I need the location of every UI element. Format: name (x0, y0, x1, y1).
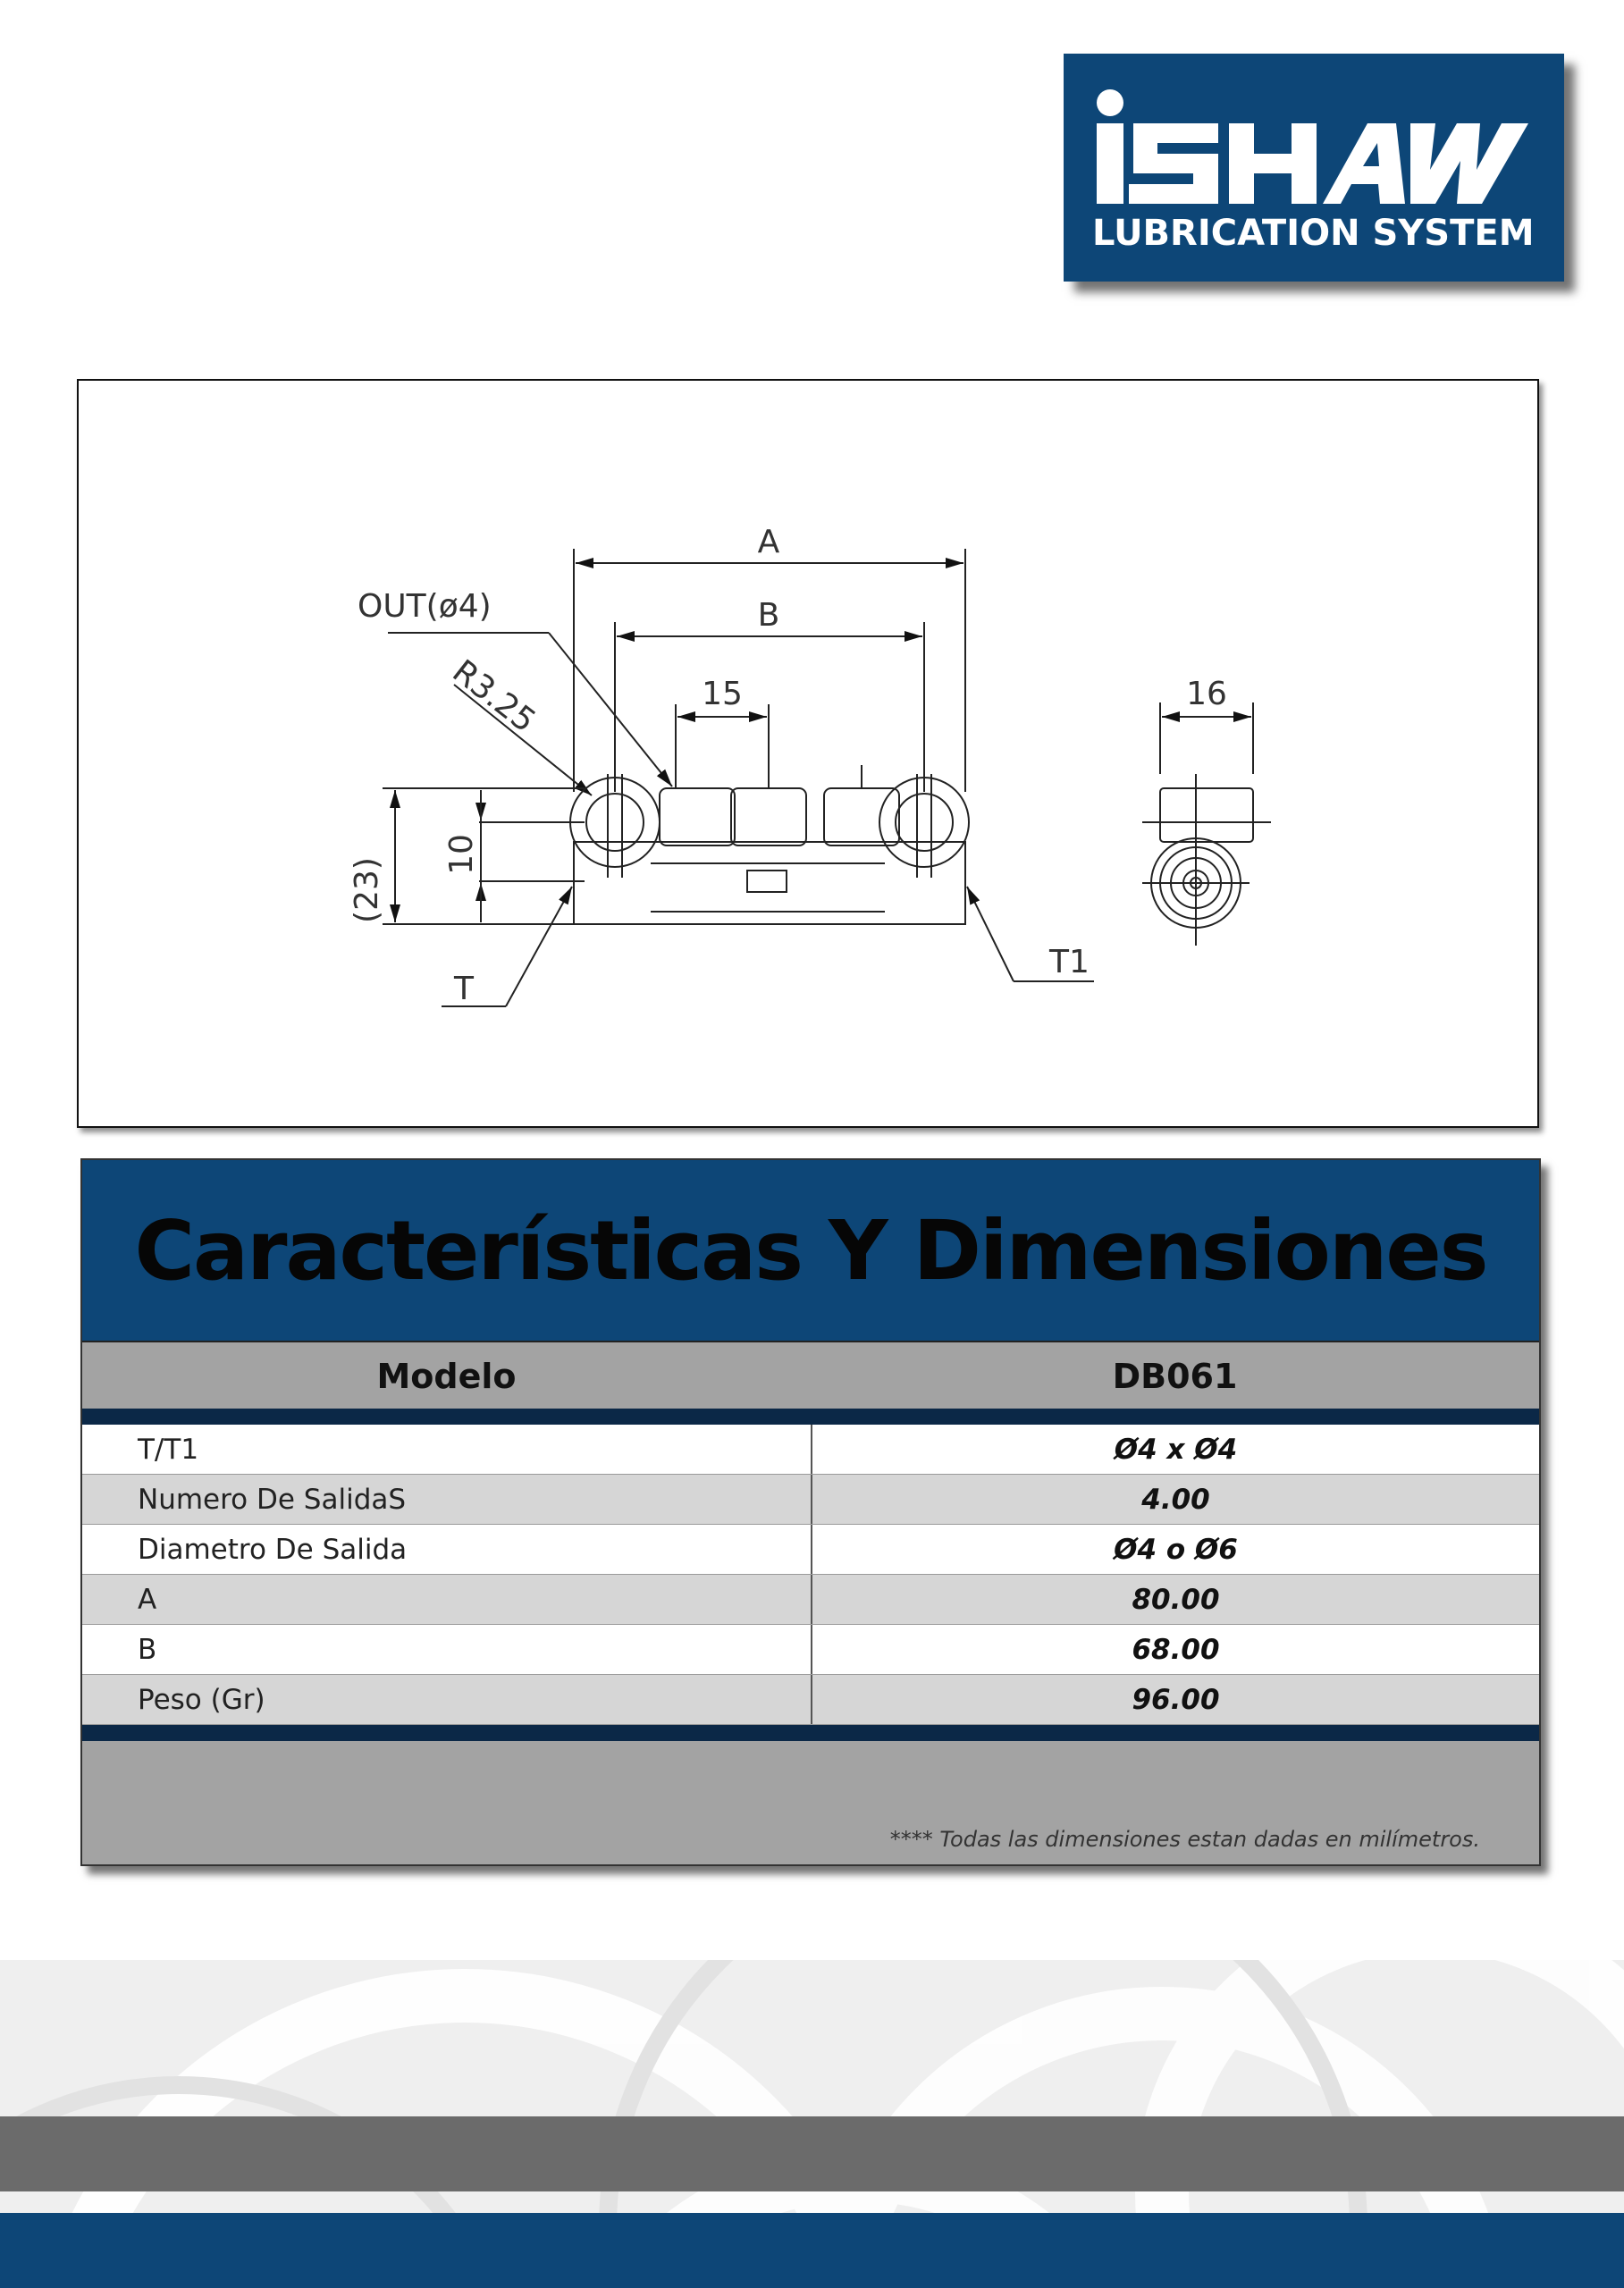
dim-a-label: A (757, 524, 780, 560)
drawing-svg (79, 381, 1537, 1126)
table-row (82, 1625, 1539, 1675)
row-label: Numero De SalidaS (82, 1475, 812, 1524)
row-value: 96.00 (1132, 1683, 1220, 1716)
model-label: Modelo (376, 1357, 517, 1396)
row-label: T/T1 (82, 1425, 812, 1474)
out-label: OUT(ø4) (358, 588, 492, 625)
brand-logo (1064, 54, 1564, 282)
row-label: Peso (Gr) (82, 1675, 812, 1724)
table-row (82, 1475, 1539, 1525)
specs-panel (80, 1158, 1541, 1866)
table-row (82, 1425, 1539, 1475)
height-total-label: (23) (349, 857, 385, 923)
table-row (82, 1575, 1539, 1625)
divider-band (82, 1725, 1539, 1741)
row-value: 4.00 (1141, 1483, 1210, 1516)
specs-table (82, 1425, 1539, 1725)
technical-drawing (77, 379, 1539, 1128)
t-label: T (454, 971, 474, 1007)
dim-b-label: B (757, 597, 780, 634)
row-label: A (82, 1575, 812, 1624)
specs-title: Características Y Dimensiones (134, 1202, 1487, 1299)
divider-band (82, 1409, 1539, 1425)
radius-label: R3.25 (445, 652, 543, 740)
t1-label: T1 (1049, 944, 1090, 980)
row-value: 68.00 (1132, 1633, 1220, 1666)
width-label: 16 (1186, 676, 1227, 712)
row-value: 80.00 (1132, 1583, 1220, 1616)
row-value: Ø4 o Ø6 (1114, 1533, 1238, 1566)
table-row (82, 1525, 1539, 1575)
height-inner-label: 10 (443, 834, 480, 875)
footer-blue-band (0, 2213, 1624, 2288)
pitch-label: 15 (702, 676, 743, 712)
row-label: B (82, 1625, 812, 1674)
row-label: Diametro De Salida (82, 1525, 812, 1574)
table-row (82, 1675, 1539, 1725)
specs-header (82, 1160, 1539, 1341)
row-value: Ø4 x Ø4 (1114, 1433, 1238, 1466)
footer-gray-band (0, 2116, 1624, 2191)
logo-tagline: LUBRICATION SYSTEM (1092, 213, 1535, 254)
model-row (82, 1341, 1539, 1410)
ishaw-logo-graphic (1064, 54, 1564, 223)
footnote: **** Todas las dimensiones estan dadas en milímetros. (889, 1827, 1480, 1852)
model-value: DB061 (1112, 1357, 1238, 1396)
